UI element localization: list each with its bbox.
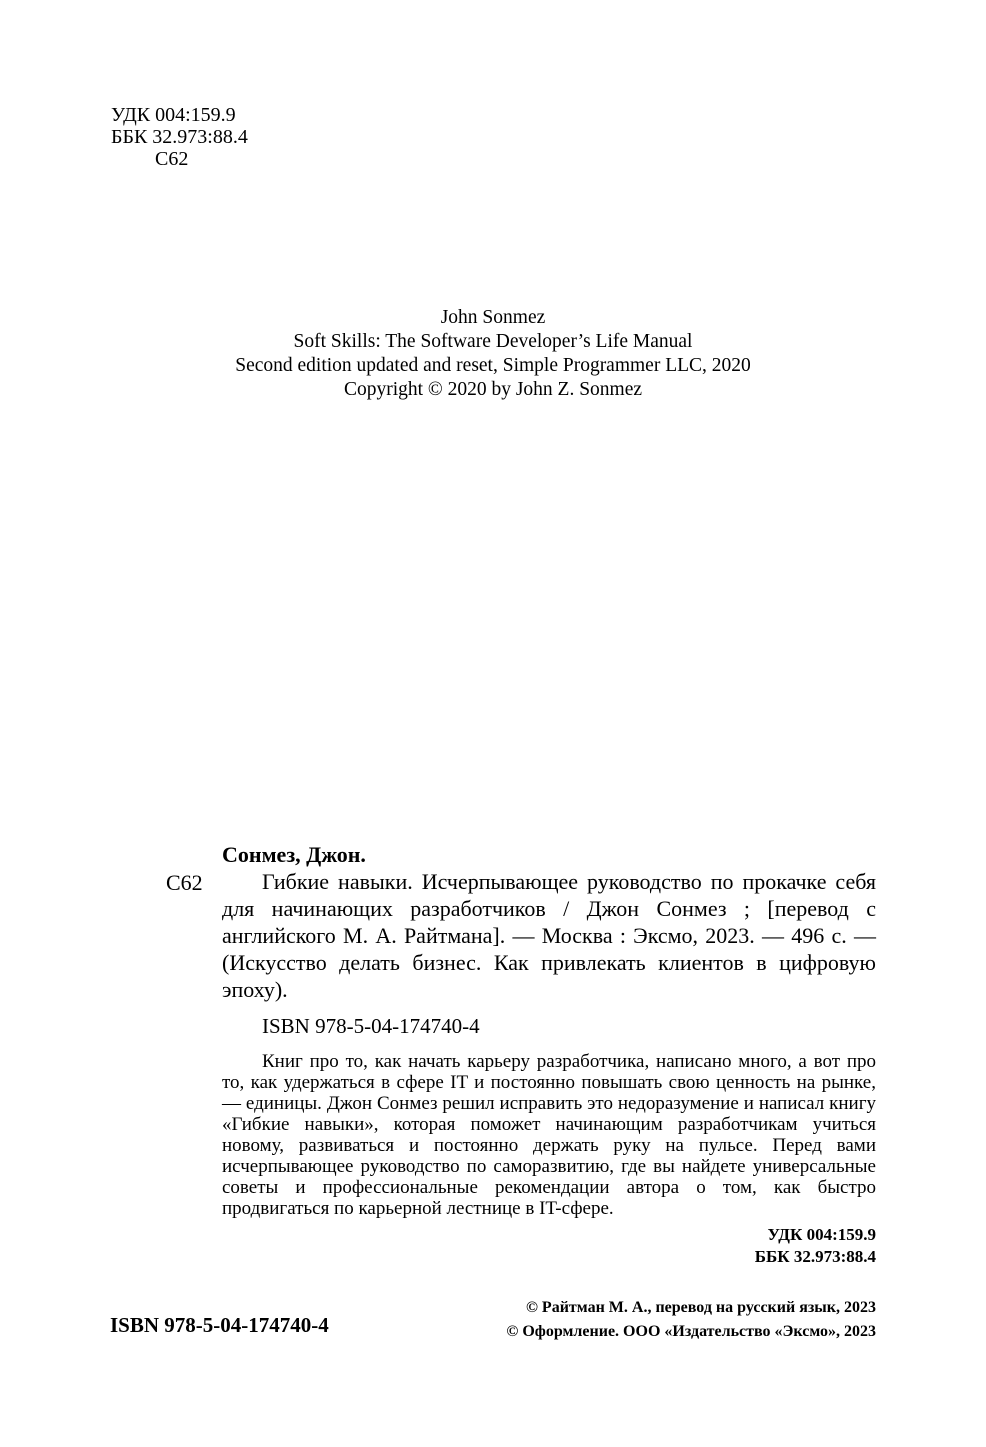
- original-edition-info: Second edition updated and reset, Simple Programmer LLC, 2020: [235, 355, 751, 376]
- original-author: John Sonmez: [440, 307, 546, 328]
- catalog-card: [166, 841, 876, 1268]
- catalog-cutter-code: С62: [166, 870, 203, 895]
- cutter-code: С62: [155, 148, 189, 170]
- catalog-isbn: ISBN 978-5-04-174740-4: [262, 1014, 480, 1038]
- bbk-code: ББК 32.973:88.4: [111, 126, 248, 148]
- footer-copyright-block: [506, 1296, 876, 1344]
- udk-code: УДК 004:159.9: [111, 104, 236, 126]
- top-classification-codes: [111, 104, 248, 170]
- original-title: Soft Skills: The Software Developer’s Life Manual: [293, 331, 693, 352]
- udk-code-bottom: УДК 004:159.9: [767, 1225, 876, 1244]
- footer-isbn: ISBN 978-5-04-174740-4: [110, 1313, 329, 1337]
- bottom-classification-codes: [166, 1224, 876, 1268]
- original-edition-block: [0, 306, 986, 402]
- copyright-design: © Оформление. ООО «Издательство «Эксмо», 2023: [506, 1323, 876, 1340]
- copyright-translation: © Райтман М. А., перевод на русский язык, 2023: [525, 1299, 876, 1316]
- original-copyright: Copyright © 2020 by John Z. Sonmez: [343, 379, 643, 400]
- annotation-text: Книг про то, как начать карьеру разработчика, написано много, а вот про то, как удержаться в сфере IT и постоянно повышать свою ценность на рынке, — единицы. Джон Сонмез решил исправить это недоразумение и написал книгу «Гибкие навыки», которая поможет начинающим разработчикам учиться новому, развиваться и постоянно держать руку на пульсе. Перед вами исчерпывающее руководство по саморазвитию, где вы найдете универсальные советы и профессиональные рекомендации автора о том, как быстро продвигаться по карьерной лестнице в IT-сфере.: [222, 1051, 876, 1219]
- catalog-description: Гибкие навыки. Исчерпывающее руководство по прокачке себя для начинающих разработчиков / Джон Сонмез ; [перевод с английского М. А. Райтмана]. — Москва : Эксмо, 2023. — 496 с. — (Искусство делать бизнес. Как привлекать клиентов в цифровую эпоху).: [222, 869, 876, 1002]
- bbk-code-bottom: ББК 32.973:88.4: [754, 1247, 876, 1266]
- catalog-card-top: [166, 841, 876, 1003]
- catalog-author-heading: Сонмез, Джон.: [222, 842, 366, 867]
